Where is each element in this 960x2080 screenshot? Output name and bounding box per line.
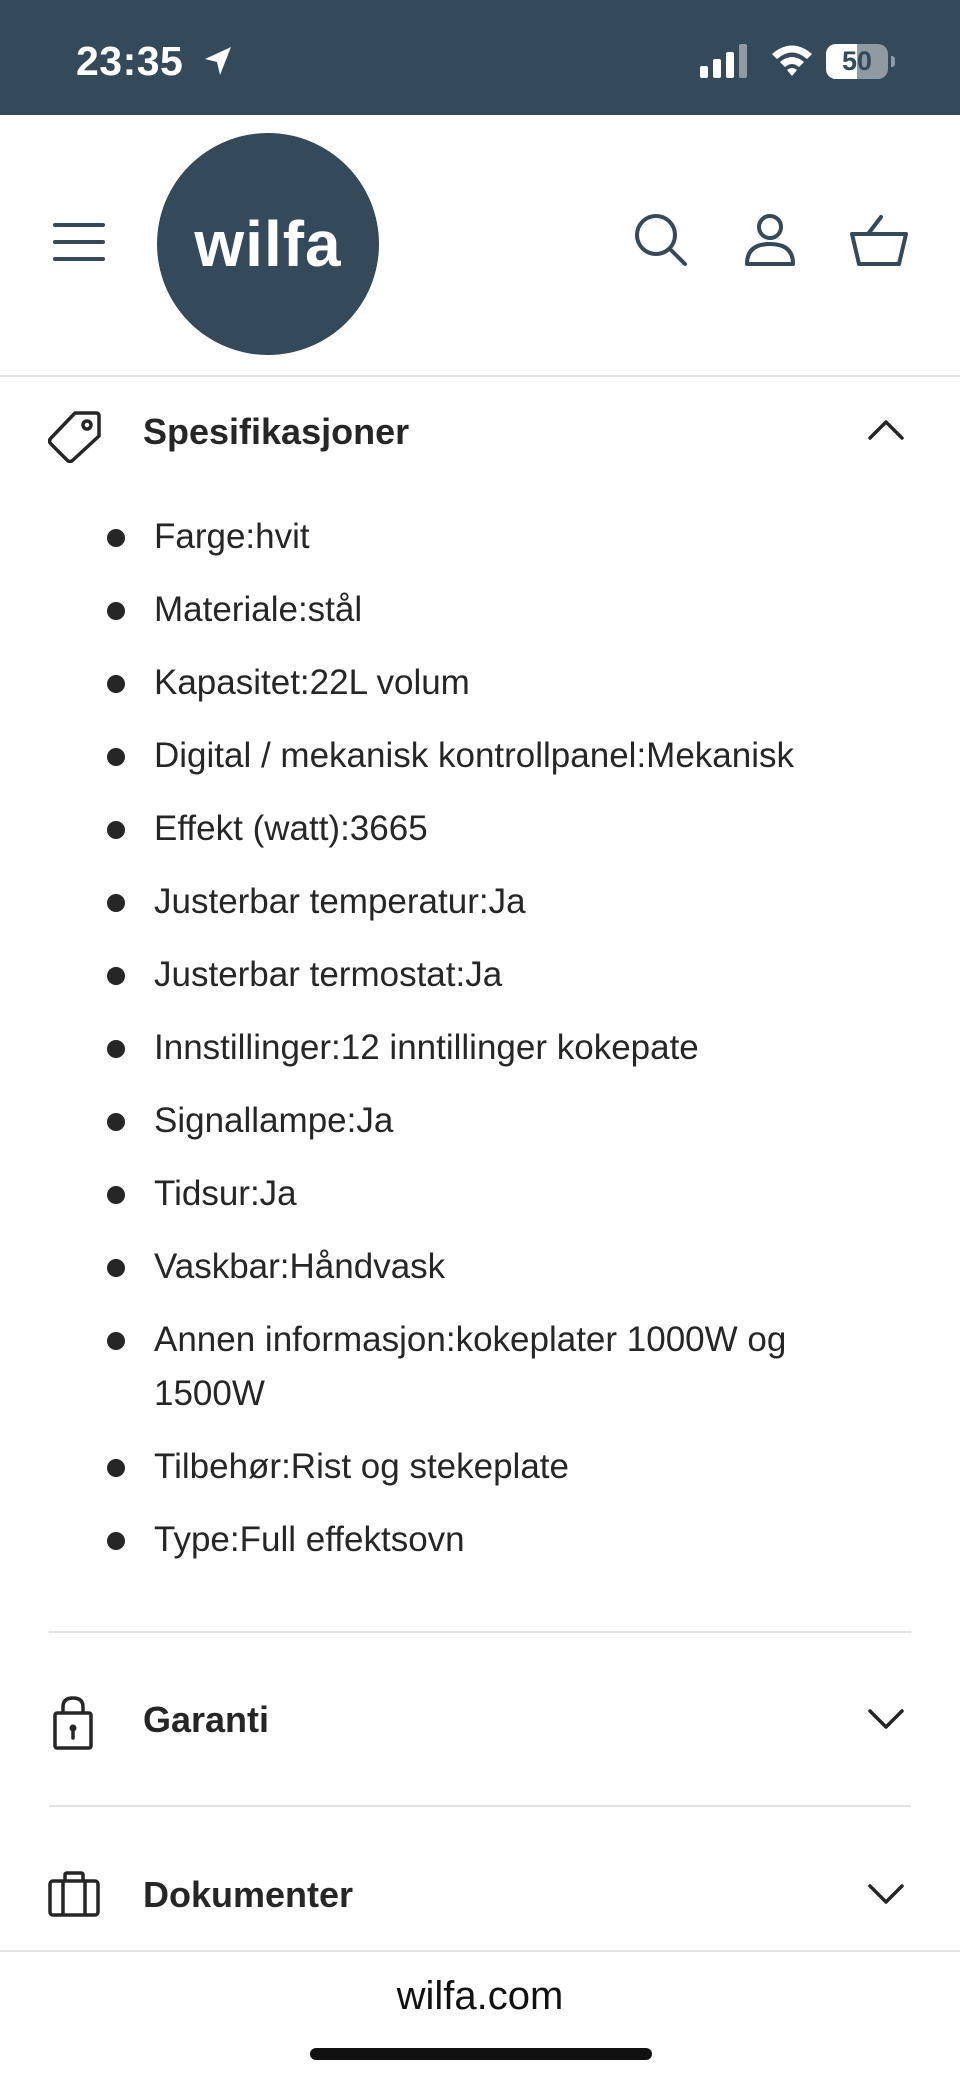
bullet-icon <box>107 602 125 620</box>
browser-url-bar[interactable] <box>0 1950 960 2080</box>
account-icon[interactable] <box>742 212 798 273</box>
chevron-up-icon <box>867 417 905 446</box>
documents-title: Dokumenter <box>143 1874 354 1915</box>
bullet-icon <box>107 675 125 693</box>
bullet-icon <box>107 894 125 912</box>
status-bar <box>0 0 960 115</box>
bullet-icon <box>107 821 125 839</box>
spec-item <box>0 1021 960 1075</box>
bullet-icon <box>107 1532 125 1550</box>
spec-item <box>0 1240 960 1294</box>
bullet-icon <box>107 529 125 547</box>
spec-item-text: Justerbar temperatur:Ja <box>154 882 526 921</box>
specifications-list <box>0 510 960 1586</box>
specifications-title: Spesifikasjoner <box>143 411 410 452</box>
basket-icon[interactable] <box>848 214 910 273</box>
url-text[interactable]: wilfa.com <box>396 1974 564 2018</box>
wifi-icon <box>770 43 814 82</box>
spec-item-text: Type:Full effektsovn <box>154 1520 465 1559</box>
bullet-icon <box>107 748 125 766</box>
spec-item <box>0 802 960 856</box>
chevron-down-icon <box>867 1883 905 1912</box>
spec-item-text: Innstillinger:12 inntillinger kokepate <box>154 1028 699 1067</box>
bullet-icon <box>107 1040 125 1058</box>
bullet-icon <box>107 1259 125 1277</box>
spec-item-text: Signallampe:Ja <box>154 1101 394 1140</box>
spec-item <box>0 583 960 637</box>
spec-item <box>0 1094 960 1148</box>
bullet-icon <box>107 1186 125 1204</box>
spec-item-text: Justerbar termostat:Ja <box>154 955 503 994</box>
status-time: 23:35 <box>76 38 184 84</box>
specifications-accordion-header[interactable] <box>0 375 960 493</box>
battery-percentage: 50 <box>841 46 873 76</box>
cellular-signal-icon <box>700 44 750 83</box>
spec-item-text: Materiale:stål <box>154 590 363 629</box>
spec-item-text: Digital / mekanisk kontrollpanel:Mekanisk <box>154 736 794 775</box>
lock-icon <box>48 1695 98 1756</box>
spec-item-text: Farge:hvit <box>154 517 310 556</box>
home-indicator[interactable] <box>310 2048 652 2060</box>
bullet-icon <box>107 1332 125 1350</box>
warranty-accordion-header[interactable] <box>0 1633 960 1805</box>
warranty-title: Garanti <box>143 1699 270 1740</box>
spec-item <box>0 510 960 564</box>
spec-item-text: Kapasitet:22L volum <box>154 663 470 702</box>
search-icon[interactable] <box>633 212 689 273</box>
spec-item <box>0 1513 960 1567</box>
spec-item <box>0 1167 960 1221</box>
documents-accordion-header[interactable] <box>0 1807 960 1950</box>
location-arrow-icon <box>203 45 233 82</box>
spec-item <box>0 729 960 783</box>
chevron-down-icon <box>867 1708 905 1737</box>
spec-item <box>0 1440 960 1494</box>
spec-item <box>0 656 960 710</box>
site-header <box>0 115 960 377</box>
bullet-icon <box>107 967 125 985</box>
spec-item <box>0 1313 960 1421</box>
bullet-icon <box>107 1459 125 1477</box>
spec-item-text: Vaskbar:Håndvask <box>154 1247 446 1286</box>
spec-item-text: Annen informasjon:kokeplater 1000W og 1500W <box>154 1320 787 1413</box>
bullet-icon <box>107 1113 125 1131</box>
spec-item-text: Tidsur:Ja <box>154 1174 297 1213</box>
spec-item-text: Tilbehør:Rist og stekeplate <box>154 1447 569 1486</box>
spec-item-text: Effekt (watt):3665 <box>154 809 428 848</box>
menu-icon[interactable] <box>53 221 105 268</box>
spec-item <box>0 948 960 1002</box>
spec-item <box>0 875 960 929</box>
briefcase-icon <box>48 1871 100 1922</box>
tag-icon <box>48 409 102 468</box>
wilfa-logo[interactable]: wilfa <box>157 133 379 355</box>
